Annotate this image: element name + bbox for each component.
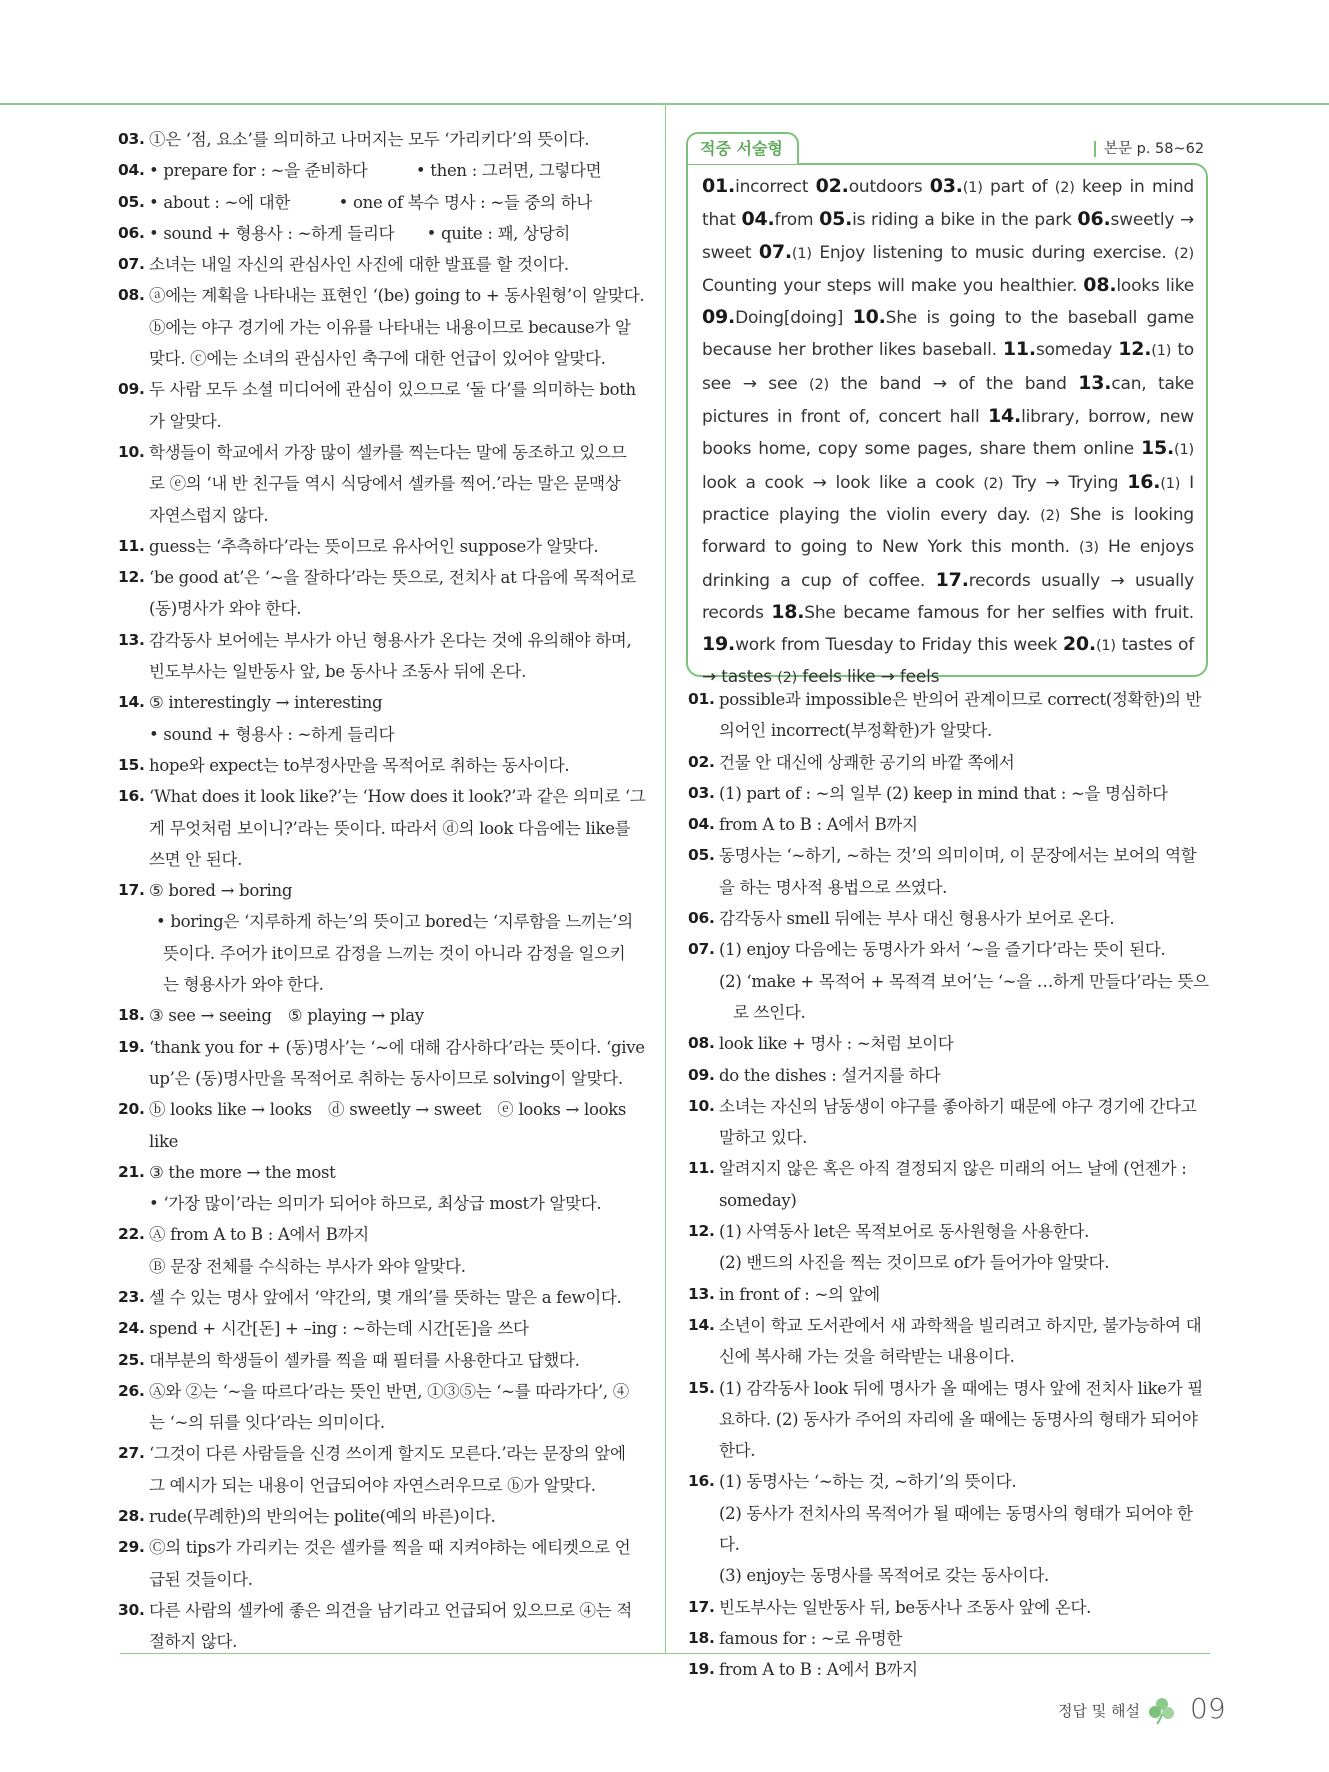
item-subline: (3) enjoy는 동명사를 목적어로 갖는 동사이다. [719,1566,1049,1586]
list-item [118,249,648,280]
item-number: 29. [118,1538,145,1557]
item-line: ⑤ interestingly → interesting [149,693,383,713]
answer-text: He enjoys drinking a cup of coffee. [702,537,1194,591]
item-number: 14. [118,693,145,712]
item-line: famous for : ~로 유명한 [719,1628,902,1648]
item-number: 19. [118,1037,145,1056]
sub-marker: (2) [1174,245,1194,262]
item-line: • about : ~에 대한 • one of 복수 명사 : ~들 중의 하나 [149,192,592,212]
answer-text: She became famous for her selfies with fruit. [804,602,1194,623]
list-item [688,809,1213,840]
list-item [118,124,648,155]
item-number: 26. [118,1381,145,1400]
list-item [688,1373,1213,1467]
answer-number: 10. [852,306,886,329]
answer-number: 11. [1002,338,1036,361]
answer-text: work from Tuesday to Friday this week [735,635,1063,656]
item-number: 19. [688,1660,715,1679]
item-number: 03. [688,783,715,802]
sub-marker: (2) [809,376,829,393]
item-line: ‘What does it look like?’는 ‘How does it look?’과 같은 의미로 ‘그 [149,787,646,807]
item-subline: (2) ‘make + 목적어 + 목적격 보어’는 ‘~을 …하게 만들다’라는 뜻으 [719,971,1209,991]
item-number: 15. [118,755,145,774]
sub-marker: (1) [791,245,812,262]
list-item [688,1060,1213,1091]
list-item [118,687,648,750]
item-number: 18. [118,1006,145,1025]
item-line: up’은 (동)명사만을 목적어로 취하는 동사이므로 solving이 알맞다. [149,1068,623,1088]
item-line: 로 ⓔ의 ‘내 반 친구들 역시 식당에서 셀카를 찍어.’라는 말은 문맥상 [149,474,621,494]
item-number: 13. [118,630,145,649]
item-line: 자연스럽지 않다. [149,505,269,525]
column-divider [665,105,666,1653]
item-number: 08. [118,286,145,305]
answer-text: the band → of the band [828,373,1079,394]
item-line: in front of : ~의 앞에 [719,1284,880,1304]
page-reference: 본문 p. 58~62 [1094,141,1204,157]
item-number: 16. [118,787,145,806]
item-line: ‘be good at’은 ‘~을 잘하다’라는 뜻으로, 전치사 at 다음에 목적어로 [149,568,636,588]
item-number: 25. [118,1350,145,1369]
item-line: 는 ‘~의 뒤를 잇다’라는 의미이다. [149,1413,385,1433]
answer-number: 17. [935,568,969,591]
item-line: ⓐ에는 계획을 나타내는 표현인 ‘(be) going to + 동사원형’이 알맞다. [149,286,645,306]
answer-number: 12. [1118,338,1152,361]
list-item [118,1595,648,1658]
list-item [118,1157,648,1220]
item-number: 27. [118,1444,145,1463]
item-subline: • sound + 형용사 : ~하게 들리다 [149,724,395,744]
answer-number: 08. [1083,273,1117,296]
list-item [688,1091,1213,1154]
item-line: 다른 사람의 셀카에 좋은 의견을 남기라고 언급되어 있으므로 ④는 적 [149,1600,632,1620]
item-line: 말하고 있다. [719,1128,808,1148]
answer-text: Counting your steps will make you healthier. [702,275,1084,296]
answer-number: 02. [815,175,849,197]
item-line: 감각동사 smell 뒤에는 부사 대신 형용사가 보어로 온다. [719,909,1115,929]
item-line: 그 예시가 되는 내용이 언급되어야 자연스러우므로 ⓑ가 알맞다. [149,1475,596,1495]
item-line: • prepare for : ~을 준비하다 • then : 그러면, 그렇다면 [149,161,602,181]
item-line: 감각동사 보어에는 부사가 아닌 형용사가 온다는 것에 유의해야 하며, [149,630,632,650]
list-item [118,1000,648,1031]
list-item [118,1376,648,1439]
answer-text: library, borrow, new books home, copy some pages, share them online [702,407,1194,460]
item-number: 08. [688,1034,715,1053]
answer-number: 05. [819,208,853,231]
item-number: 11. [118,536,145,555]
item-number: 11. [688,1159,715,1178]
answer-text: can, take pictures in front of, concert hall [702,373,1194,428]
sub-marker: (1) [1095,638,1116,655]
answer-number: 20. [1062,633,1096,656]
sub-marker: (1) [1151,343,1172,360]
answer-text: tastes of → tastes [702,635,1194,688]
item-number: 17. [118,881,145,900]
list-item [688,1279,1213,1310]
item-number: 12. [688,1222,715,1241]
item-line: ‘thank you for + (동)명사’는 ‘~에 대해 감사하다’라는 뜻이다. ‘give [149,1037,645,1057]
list-item [688,934,1213,1028]
list-item [688,747,1213,778]
list-item [118,562,648,625]
list-item [118,750,648,781]
list-item [118,1282,648,1313]
list-item [688,1310,1213,1373]
answer-box [686,163,1208,688]
footer-label: 정답 및 해설 [1058,1702,1140,1720]
item-line: 소년이 학교 도서관에서 새 과학책을 빌리려고 하지만, 불가능하여 대 [719,1315,1202,1335]
answer-text: I practice playing the violin every day. [702,472,1194,525]
answer-text: outdoors [848,177,930,197]
item-line: 맞다. ⓒ에는 소녀의 관심사인 축구에 대한 언급이 있어야 알맞다. [149,349,606,369]
item-line: (동)명사가 와야 한다. [149,599,302,619]
item-line: Ⓒ의 tips가 가리키는 것은 셀카를 찍을 때 지켜야하는 에티켓으로 언 [149,1538,631,1558]
item-subline: (2) 밴드의 사진을 찍는 것이므로 of가 들어가야 알맞다. [719,1253,1110,1273]
answer-text: part of [982,177,1055,197]
answer-text: keep in mind that [702,177,1194,231]
answer-number: 15. [1140,437,1175,460]
answer-text: is riding a bike in the park [852,210,1078,231]
answer-text: She is going to the baseball game because her brother likes baseball. [702,308,1194,361]
sub-marker: (1) [1160,475,1181,492]
sub-marker: (1) [962,180,983,196]
item-number: 24. [118,1319,145,1338]
item-subline: • boring은 ‘지루하게 하는’의 뜻이고 bored는 ‘지루함을 느끼는’의 [156,912,633,932]
item-line: 게 무엇처럼 보이니?’라는 뜻이다. 따라서 ⓓ의 look 다음에는 like를 [149,818,631,838]
item-number: 16. [688,1472,715,1491]
item-line: hope와 expect는 to부정사만을 목적어로 취하는 동사이다. [149,755,570,775]
item-line: 한다. [719,1441,756,1461]
item-line: 신에 복사해 가는 것을 허락받는 내용이다. [719,1347,1015,1367]
section-tab: 적중 서술형 [686,132,799,164]
list-item [688,1216,1213,1279]
list-item [118,155,648,186]
answer-text: sweetly → sweet [702,210,1195,263]
list-item [118,625,648,688]
item-line: ⓑ에는 야구 경기에 가는 이유를 나타내는 내용이므로 because가 알 [149,317,631,337]
item-line: possible과 impossible은 반의어 관계이므로 correct(정확한)의 반 [719,690,1202,709]
item-subline: 는 형용사가 와야 한다. [163,975,324,995]
answer-text: Doing[doing] [735,308,853,329]
item-number: 28. [118,1507,145,1526]
list-item [688,684,1213,747]
answer-text: to see → see [702,340,1194,394]
left-answer-column [118,124,648,1658]
item-number: 21. [118,1162,145,1181]
page-number: 09 [1190,1692,1226,1725]
item-line: (1) 감각동사 look 뒤에 명사가 올 때에는 명사 앞에 전치사 like가 필 [719,1378,1203,1398]
answer-text: feels like → feels [797,667,940,688]
item-line: 을 하는 명사적 용법으로 쓰였다. [719,877,948,897]
item-line: from A to B : A에서 B까지 [719,815,918,835]
list-item [118,437,648,531]
item-number: 04. [688,815,715,834]
right-explanation-column [688,684,1213,1686]
item-number: 03. [118,130,145,148]
item-line: (1) enjoy 다음에는 동명사가 와서 ‘~을 즐기다’라는 뜻이 된다. [719,940,1166,960]
item-line: ③ see → seeing ⑤ playing → play [149,1006,424,1026]
answer-number: 19. [702,633,736,656]
list-item [688,1466,1213,1591]
sub-marker: (3) [1078,540,1099,557]
item-number: 07. [118,255,145,274]
item-number: 10. [688,1096,715,1115]
item-line: ⑤ bored → boring [149,881,293,901]
answer-text: look a cook → look like a cook [702,472,984,493]
sub-marker: (2) [983,475,1004,492]
list-item [118,1438,648,1501]
list-item [118,280,648,374]
answer-number: 18. [771,600,805,623]
item-number: 15. [688,1378,715,1397]
item-number: 01. [688,690,715,708]
answer-text: She is looking forward to going to New York this month. [702,504,1194,558]
item-line: ‘그것이 다른 사람들을 신경 쓰이게 할지도 모른다.’라는 문장의 앞에 [149,1444,626,1464]
item-line: someday) [719,1190,797,1210]
item-line: (1) part of : ~의 일부 (2) keep in mind that : ~을 명심하다 [719,783,1168,803]
item-number: 14. [688,1315,715,1334]
list-item [688,840,1213,903]
list-item [118,781,648,875]
item-number: 07. [688,940,715,959]
clover-icon [1147,1696,1177,1726]
item-number: 17. [688,1597,715,1616]
list-item [118,1501,648,1532]
list-item [688,778,1213,809]
item-line: 셀 수 있는 명사 앞에서 ‘약간의, 몇 개의’를 뜻하는 말은 a few이다. [149,1287,622,1307]
item-number: 20. [118,1100,145,1119]
item-number: 22. [118,1225,145,1244]
item-line: 소녀는 내일 자신의 관심사인 사진에 대한 발표를 할 것이다. [149,255,569,275]
list-item [118,1313,648,1344]
answer-text: looks like [1116,275,1194,296]
item-line: rude(무례한)의 반의어는 polite(예의 바른)이다. [149,1507,496,1527]
list-item [118,374,648,437]
item-line: 대부분의 학생들이 셀카를 찍을 때 필터를 사용한다고 답했다. [149,1350,580,1370]
sub-marker: (2) [1040,507,1061,524]
list-item [688,1654,1213,1685]
item-line: 동명사는 ‘~하기, ~하는 것’의 의미이며, 이 문장에서는 보어의 역할 [719,846,1197,866]
answer-number: 03. [929,175,963,197]
list-item [118,218,648,249]
answer-number: 07. [758,240,792,263]
item-line: Ⓐ와 ②는 ‘~을 따르다’라는 뜻인 반면, ①③⑤는 ‘~를 따라가다’, ④ [149,1381,629,1401]
item-line: (1) 사역동사 let은 목적보어로 동사원형을 사용한다. [719,1222,1090,1242]
answer-number: 13. [1078,371,1112,394]
item-line: 알려지지 않은 혹은 아직 결정되지 않은 미래의 어느 날에 (언젠가 : [719,1159,1187,1179]
item-subline: 뜻이다. 주어가 it이므로 감정을 느끼는 것이 아니라 감정을 일으키 [163,943,626,963]
list-item [118,1219,648,1282]
list-item [118,1094,648,1157]
item-line: (1) 동명사는 ‘~하는 것, ~하기’의 뜻이다. [719,1472,1017,1492]
item-line: 두 사람 모두 소셜 미디어에 관심이 있으므로 ‘둘 다’를 의미하는 both [149,380,636,400]
item-number: 09. [688,1065,715,1084]
item-number: 06. [688,909,715,928]
item-number: 13. [688,1284,715,1303]
item-line: 건물 안 대신에 상쾌한 공기의 바깥 쪽에서 [719,752,1015,772]
item-line: ⓑ looks like → looks ⓓ sweetly → sweet ⓔ looks → looks like [149,1100,627,1151]
item-line: 학생들이 학교에서 가장 많이 셀카를 찍는다는 말에 동조하고 있으므 [149,442,627,462]
list-item [688,1592,1213,1623]
answer-number: 04. [741,208,775,231]
item-number: 05. [688,846,715,865]
item-number: 30. [118,1600,145,1619]
item-number: 06. [118,223,145,242]
item-number: 10. [118,442,145,461]
item-line: 가 알맞다. [149,411,222,431]
item-line: do the dishes : 설거지를 하다 [719,1065,941,1085]
answer-text: from [774,210,820,231]
item-line: ①은 ‘점, 요소’를 의미하고 나머지는 모두 ‘가리키다’의 뜻이다. [149,130,590,149]
answer-text: records usually → usually records [702,570,1194,623]
item-line: from A to B : A에서 B까지 [719,1660,918,1680]
item-line: ③ the more → the most [149,1162,336,1182]
item-line: look like + 명사 : ~처럼 보이다 [719,1034,954,1054]
list-item [688,1153,1213,1216]
answer-text: Try → Trying [1003,472,1128,493]
list-item [118,1532,648,1595]
item-line: 빈도부사는 일반동사 뒤, be동사나 조동사 앞에 온다. [719,1597,1092,1617]
item-line: 빈도부사는 일반동사 앞, be 동사나 조동사 뒤에 온다. [149,662,527,682]
item-line: 급된 것들이다. [149,1569,253,1589]
item-line: guess는 ‘추측하다’라는 뜻이므로 유사어인 suppose가 알맞다. [149,536,599,556]
item-number: 18. [688,1628,715,1647]
item-subline: (2) 동사가 전치사의 목적어가 될 때에는 동명사의 형태가 되어야 한다. [719,1503,1193,1555]
item-line: Ⓐ from A to B : A에서 B까지 [149,1225,369,1245]
item-line: spend + 시간[돈] + –ing : ~하는데 시간[돈]을 쓰다 [149,1319,529,1339]
list-item [118,531,648,562]
item-line: 쓰면 안 된다. [149,849,243,869]
answer-text: incorrect [735,177,816,197]
list-item [688,903,1213,934]
sub-marker: (1) [1174,442,1194,459]
answer-number: 16. [1127,470,1161,493]
answer-number: 09. [702,306,736,329]
item-number: 12. [118,568,145,587]
sub-marker: (2) [1054,180,1075,196]
answer-text: Enjoy listening to music during exercise. [811,242,1175,263]
item-line: Ⓑ 문장 전체를 수식하는 부사가 와야 알맞다. [149,1256,466,1276]
answer-number: 14. [988,405,1022,428]
answer-number: 06. [1077,208,1111,231]
item-number: 04. [118,161,145,180]
item-subline: • ‘가장 많이’라는 의미가 되어야 하므로, 최상급 most가 알맞다. [149,1194,602,1214]
list-item [118,1345,648,1376]
item-number: 05. [118,192,145,211]
answer-text: someday [1035,340,1119,361]
sub-marker: (2) [777,670,798,687]
item-line: 요하다. (2) 동사가 주어의 자리에 올 때에는 동명사의 형태가 되어야 [719,1409,1198,1429]
list-item [118,1032,648,1095]
answer-number: 01. [702,175,736,197]
item-number: 09. [118,380,145,399]
item-line: • sound + 형용사 : ~하게 들리다 • quite : 꽤, 상당히 [149,223,570,243]
list-item [688,1623,1213,1654]
item-number: 23. [118,1287,145,1306]
item-subline: 로 쓰인다. [733,1002,806,1022]
list-item [118,187,648,218]
list-item [688,1028,1213,1059]
item-line: 의어인 incorrect(부정확한)가 알맞다. [719,721,992,741]
item-number: 02. [688,752,715,771]
item-line: 소녀는 자신의 남동생이 야구를 좋아하기 때문에 야구 경기에 간다고 [719,1096,1197,1116]
item-line: 절하지 않다. [149,1632,238,1652]
list-item [118,875,648,1000]
